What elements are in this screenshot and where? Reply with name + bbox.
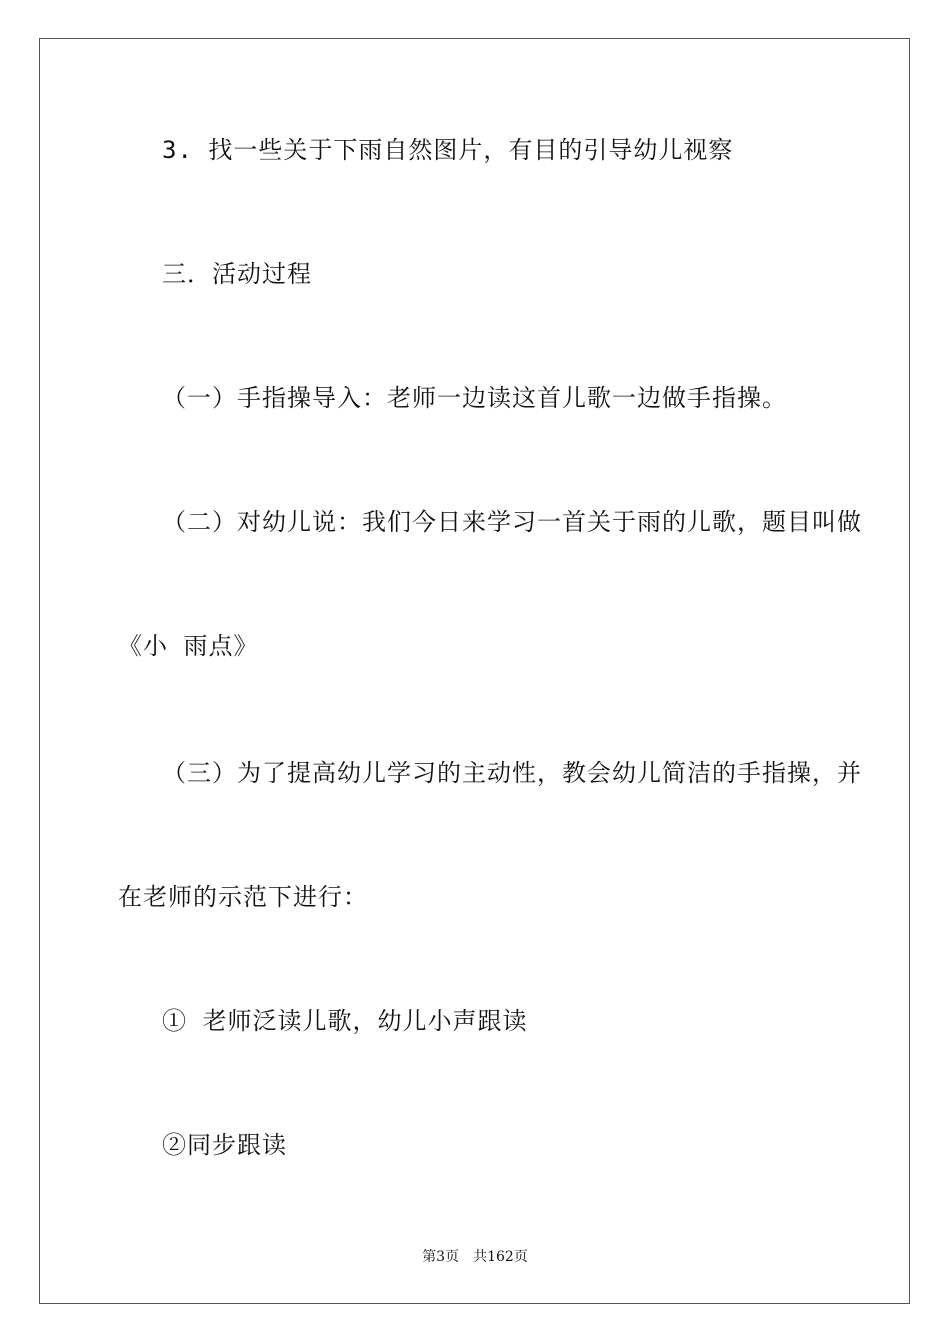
list-item: ②同步跟读: [162, 1131, 287, 1159]
page-border: [39, 38, 910, 1304]
paragraph-line: 《小 雨点》: [118, 632, 259, 660]
page-number: 第3页: [422, 1249, 460, 1265]
total-pages: 共162页: [473, 1249, 528, 1265]
paragraph-line: 在老师的示范下进行：: [118, 883, 368, 911]
list-item: ① 老师泛读儿歌，幼儿小声跟读: [162, 1007, 528, 1035]
paragraph-line: 3. 找一些关于下雨自然图片，有目的引导幼儿视察: [162, 136, 734, 164]
paragraph-line: （三）为了提高幼儿学习的主动性，教会幼儿简洁的手指操，并: [162, 759, 862, 787]
section-heading: 三．活动过程: [162, 260, 312, 288]
page-footer: [0, 1248, 950, 1266]
paragraph-line: （二）对幼儿说：我们今日来学习一首关于雨的儿歌，题目叫做: [162, 508, 862, 536]
paragraph-line: （一）手指操导入：老师一边读这首儿歌一边做手指操。: [162, 384, 787, 412]
